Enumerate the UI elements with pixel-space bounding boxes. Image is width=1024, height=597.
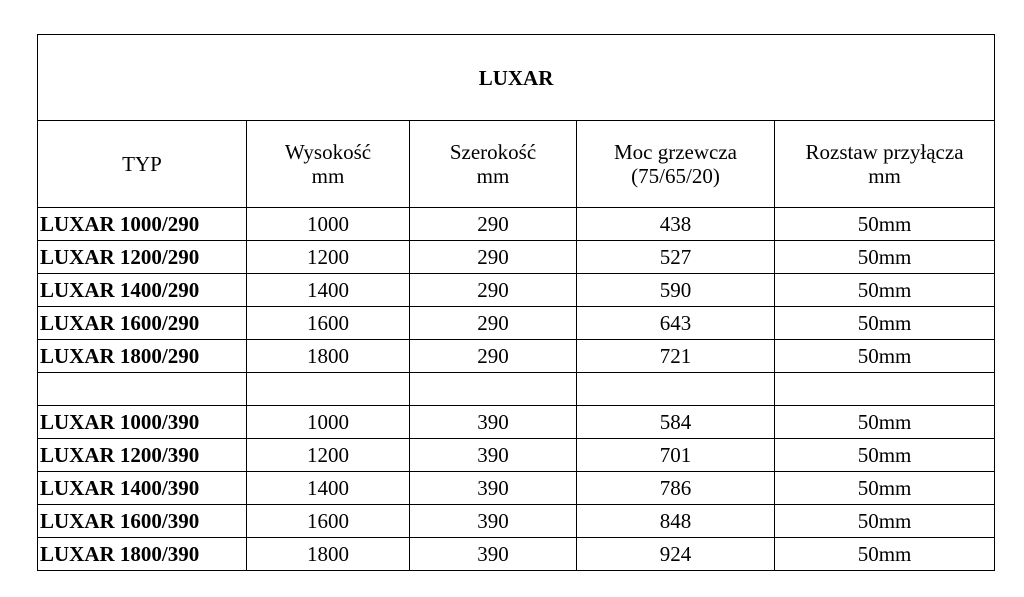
header-moc xyxy=(577,121,775,208)
cell-moc: 701 xyxy=(577,439,775,472)
cell-typ: LUXAR 1000/390 xyxy=(38,406,247,439)
empty-cell xyxy=(38,373,247,406)
cell-wysokosc: 1400 xyxy=(247,472,410,505)
luxar-spec-table xyxy=(37,34,995,571)
spacer-row xyxy=(38,373,995,406)
cell-wysokosc: 1400 xyxy=(247,274,410,307)
cell-typ: LUXAR 1800/290 xyxy=(38,340,247,373)
cell-wysokosc: 1000 xyxy=(247,208,410,241)
empty-cell xyxy=(247,373,410,406)
cell-wysokosc: 1200 xyxy=(247,241,410,274)
header-wysokosc-line2: mm xyxy=(311,164,345,188)
cell-typ: LUXAR 1200/290 xyxy=(38,241,247,274)
table-row xyxy=(38,505,995,538)
header-rozstaw-line1: Rozstaw przyłącza xyxy=(805,140,964,164)
table-row xyxy=(38,241,995,274)
header-szerokosc xyxy=(410,121,577,208)
cell-szerokosc: 390 xyxy=(410,472,577,505)
cell-szerokosc: 290 xyxy=(410,274,577,307)
cell-typ: LUXAR 1600/390 xyxy=(38,505,247,538)
cell-typ: LUXAR 1800/390 xyxy=(38,538,247,571)
cell-szerokosc: 390 xyxy=(410,439,577,472)
cell-moc: 848 xyxy=(577,505,775,538)
cell-szerokosc: 390 xyxy=(410,505,577,538)
cell-szerokosc: 290 xyxy=(410,307,577,340)
cell-rozstaw: 50mm xyxy=(775,406,995,439)
cell-wysokosc: 1800 xyxy=(247,538,410,571)
cell-moc: 590 xyxy=(577,274,775,307)
cell-szerokosc: 290 xyxy=(410,208,577,241)
cell-moc: 527 xyxy=(577,241,775,274)
cell-wysokosc: 1600 xyxy=(247,307,410,340)
table-row xyxy=(38,340,995,373)
cell-rozstaw: 50mm xyxy=(775,538,995,571)
cell-wysokosc: 1800 xyxy=(247,340,410,373)
table-row xyxy=(38,538,995,571)
cell-rozstaw: 50mm xyxy=(775,274,995,307)
cell-szerokosc: 390 xyxy=(410,538,577,571)
cell-typ: LUXAR 1000/290 xyxy=(38,208,247,241)
header-moc-line2: (75/65/20) xyxy=(631,164,720,188)
cell-moc: 643 xyxy=(577,307,775,340)
header-szerokosc-line2: mm xyxy=(476,164,510,188)
cell-rozstaw: 50mm xyxy=(775,472,995,505)
header-typ xyxy=(38,121,247,208)
empty-cell xyxy=(577,373,775,406)
cell-typ: LUXAR 1600/290 xyxy=(38,307,247,340)
header-row xyxy=(38,121,995,208)
header-rozstaw-line2: mm xyxy=(868,164,901,188)
table-row xyxy=(38,439,995,472)
table-row xyxy=(38,406,995,439)
table-row xyxy=(38,208,995,241)
header-moc-line1: Moc grzewcza xyxy=(613,140,737,164)
cell-moc: 584 xyxy=(577,406,775,439)
cell-moc: 924 xyxy=(577,538,775,571)
table-title-row xyxy=(38,35,995,121)
cell-moc: 786 xyxy=(577,472,775,505)
table-row xyxy=(38,307,995,340)
table-row xyxy=(38,274,995,307)
header-szerokosc-line1: Szerokość xyxy=(449,140,537,164)
header-wysokosc xyxy=(247,121,410,208)
cell-szerokosc: 290 xyxy=(410,340,577,373)
cell-typ: LUXAR 1400/390 xyxy=(38,472,247,505)
cell-typ: LUXAR 1200/390 xyxy=(38,439,247,472)
cell-rozstaw: 50mm xyxy=(775,340,995,373)
header-wysokosc-line1: Wysokość xyxy=(284,140,372,164)
table-title: LUXAR xyxy=(38,35,995,121)
cell-rozstaw: 50mm xyxy=(775,307,995,340)
cell-moc: 438 xyxy=(577,208,775,241)
cell-moc: 721 xyxy=(577,340,775,373)
cell-typ: LUXAR 1400/290 xyxy=(38,274,247,307)
cell-szerokosc: 290 xyxy=(410,241,577,274)
cell-szerokosc: 390 xyxy=(410,406,577,439)
header-rozstaw xyxy=(775,121,995,208)
table-row xyxy=(38,472,995,505)
empty-cell xyxy=(410,373,577,406)
cell-rozstaw: 50mm xyxy=(775,241,995,274)
cell-wysokosc: 1000 xyxy=(247,406,410,439)
cell-wysokosc: 1600 xyxy=(247,505,410,538)
header-typ-line1: TYP xyxy=(122,152,162,176)
empty-cell xyxy=(775,373,995,406)
cell-rozstaw: 50mm xyxy=(775,505,995,538)
cell-wysokosc: 1200 xyxy=(247,439,410,472)
cell-rozstaw: 50mm xyxy=(775,439,995,472)
cell-rozstaw: 50mm xyxy=(775,208,995,241)
